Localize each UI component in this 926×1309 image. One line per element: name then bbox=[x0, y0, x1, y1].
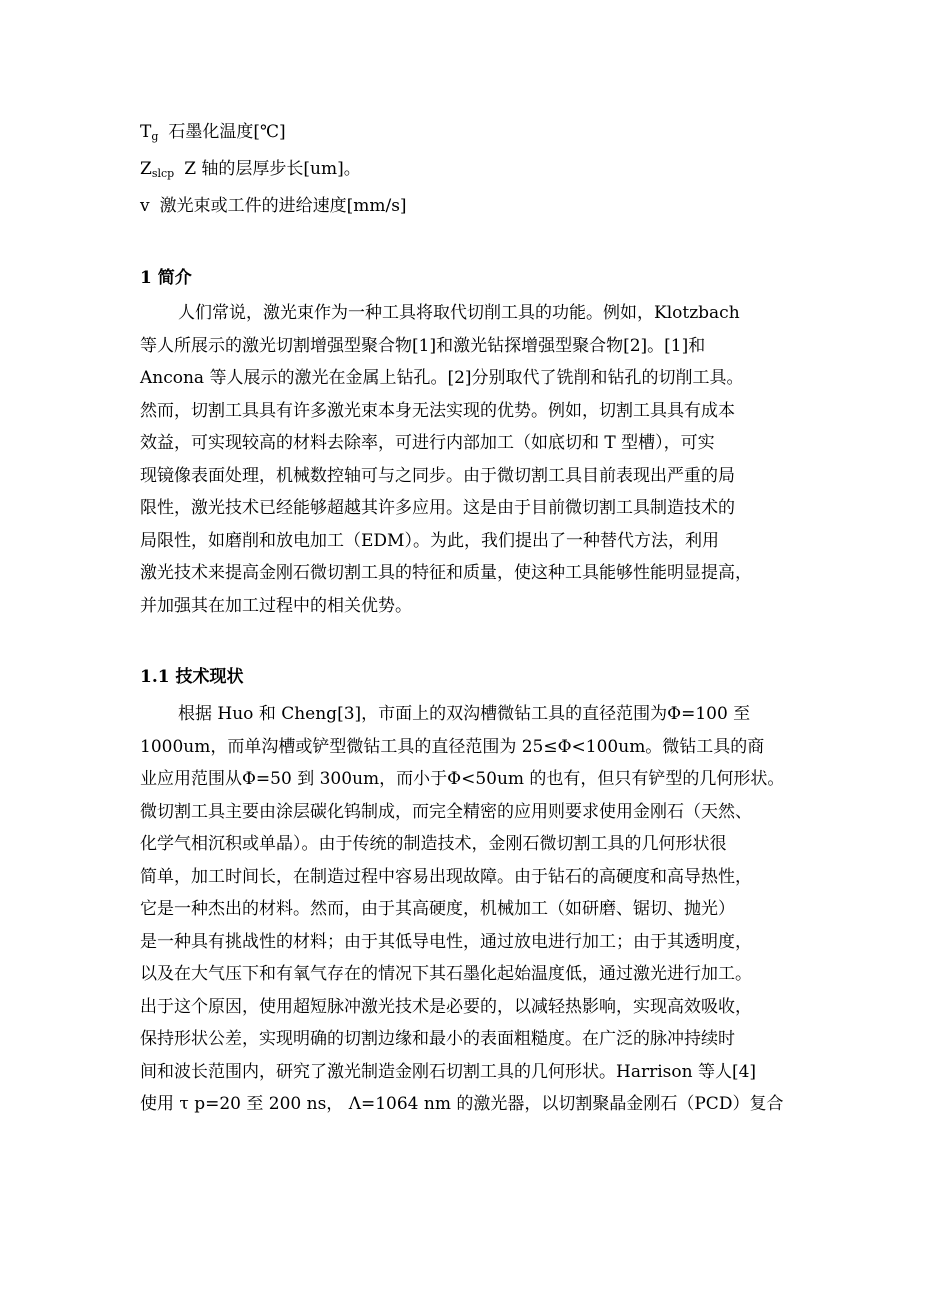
text-line: 限性，激光技术已经能够超越其许多应用。这是由于目前微切割工具制造技术的 bbox=[140, 498, 735, 518]
symbol-description: 石墨化温度[℃] bbox=[168, 122, 286, 142]
text-line: 效益，可实现较高的材料去除率，可进行内部加工（如底切和 T 型槽），可实 bbox=[140, 433, 715, 453]
symbol: v bbox=[140, 196, 150, 216]
text-line: 1000um，而单沟槽或铲型微钻工具的直径范围为 25≤Φ<100um。微钻工具的商 bbox=[140, 736, 765, 757]
symbol-row-tg bbox=[140, 120, 286, 149]
paragraph-introduction bbox=[140, 297, 790, 622]
text-line: 简单，加工时间长，在制造过程中容易出现故障。由于钻石的高硬度和高导热性， bbox=[140, 866, 752, 887]
text-line: 化学气相沉积或单晶）。由于传统的制造技术，金刚石微切割工具的几何形状很 bbox=[140, 834, 727, 854]
text-line: 业应用范围从Φ=50 到 300um，而小于Φ<50um 的也有，但只有铲型的几何形状。 bbox=[140, 769, 785, 789]
text-line: 它是一种杰出的材料。然而，由于其高硬度，机械加工（如研磨、锯切、抛光） bbox=[140, 899, 735, 919]
text-line: 出于这个原因，使用超短脉冲激光技术是必要的，以减轻热影响，实现高效吸收， bbox=[140, 996, 752, 1017]
text-line: 现镜像表面处理，机械数控轴可与之同步。由于微切割工具目前表现出严重的局 bbox=[140, 465, 735, 486]
paragraph-state-of-art bbox=[140, 698, 790, 1121]
symbol-description: Z 轴的层厚步长[um]。 bbox=[184, 159, 361, 179]
section-heading-state-of-art: 1.1 技术现状 bbox=[140, 667, 244, 687]
symbol-description: 激光束或工件的进给速度[mm/s] bbox=[159, 196, 407, 216]
text-line: Ancona 等人展示的激光在金属上钻孔。[2]分别取代了铣削和钻孔的切削工具。 bbox=[140, 368, 744, 388]
text-line: 局限性，如磨削和放电加工（EDM）。为此，我们提出了一种替代方法，利用 bbox=[140, 530, 719, 551]
text-line: 人们常说，激光束作为一种工具将取代切削工具的功能。例如，Klotzbach bbox=[178, 303, 740, 323]
symbol-row-v bbox=[140, 194, 407, 223]
text-line: 微切割工具主要由涂层碳化钨制成，而完全精密的应用则要求使用金刚石（天然、 bbox=[140, 801, 752, 822]
text-line: 保持形状公差，实现明确的切割边缘和最小的表面粗糙度。在广泛的脉冲持续时 bbox=[140, 1029, 735, 1049]
text-line: 并加强其在加工过程中的相关优势。 bbox=[140, 595, 412, 616]
section-heading-introduction: 1 简介 bbox=[140, 268, 192, 288]
text-line: 等人所展示的激光切割增强型聚合物[1]和激光钻探增强型聚合物[2]。[1]和 bbox=[140, 335, 706, 356]
text-line: 激光技术来提高金刚石微切割工具的特征和质量，使这种工具能够性能明显提高， bbox=[140, 563, 752, 583]
text-line: 以及在大气压下和有氧气存在的情况下其石墨化起始温度低，通过激光进行加工。 bbox=[140, 964, 752, 984]
text-line: 使用 τ p=20 至 200 ns， Λ=1064 nm 的激光器，以切割聚晶金刚石（PCD）复合 bbox=[140, 1094, 784, 1114]
symbol: $Z_{slcp}$ bbox=[140, 159, 175, 180]
symbol: $T_g$ bbox=[140, 122, 159, 143]
text-line: 然而，切割工具具有许多激光束本身无法实现的优势。例如，切割工具具有成本 bbox=[140, 400, 735, 421]
text-line: 间和波长范围内，研究了激光制造金刚石切割工具的几何形状。Harrison 等人[4] bbox=[140, 1061, 757, 1082]
text-line: 根据 Huo 和 Cheng[3]，市面上的双沟槽微钻工具的直径范围为Φ=100 至 bbox=[178, 704, 751, 724]
text-line: 是一种具有挑战性的材料；由于其低导电性，通过放电进行加工；由于其透明度， bbox=[140, 931, 752, 952]
symbol-row-zslcp bbox=[140, 157, 361, 186]
